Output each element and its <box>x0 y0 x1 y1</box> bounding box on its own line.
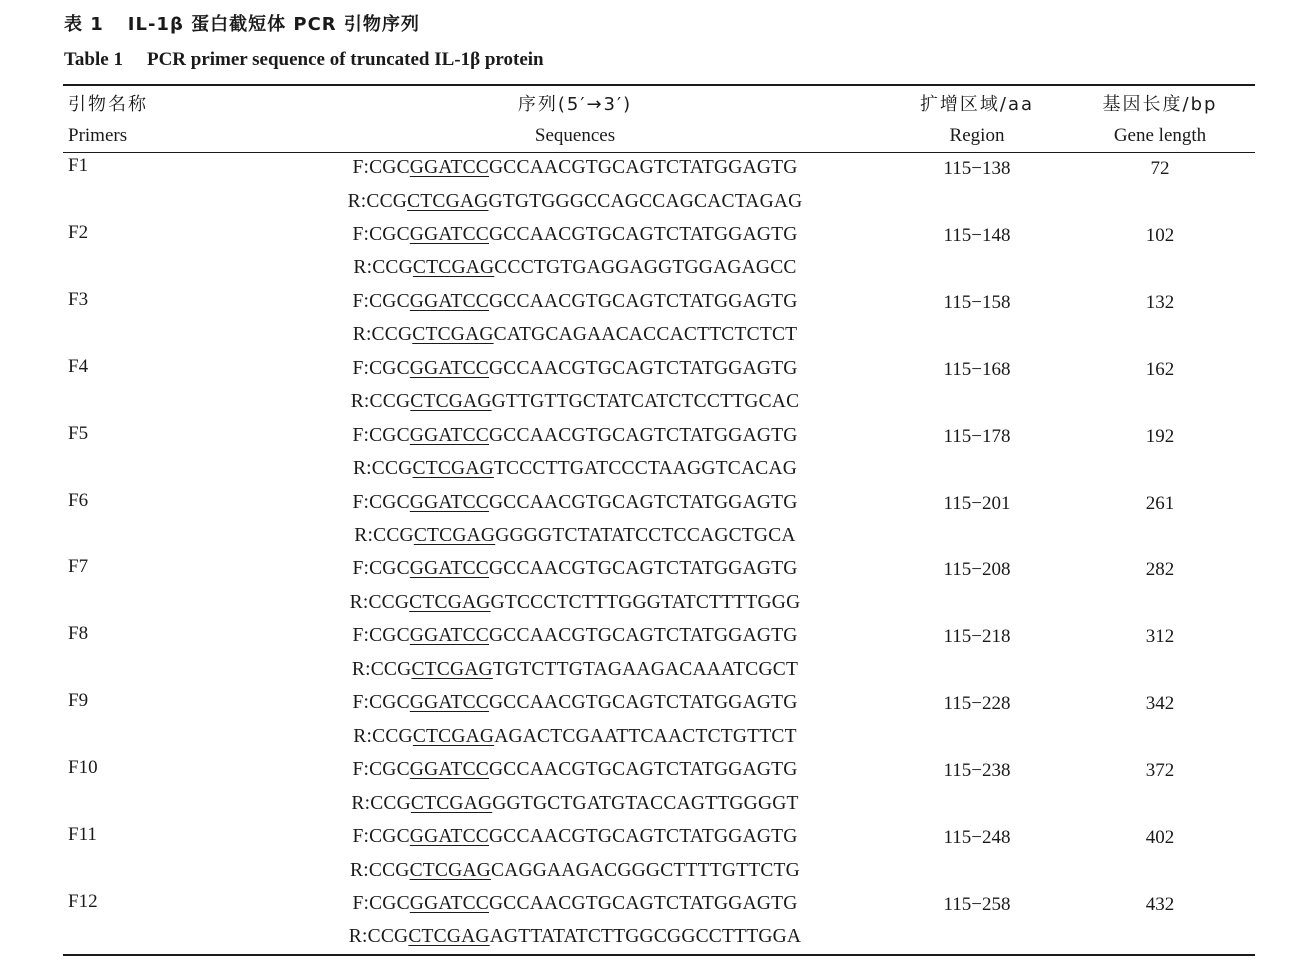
forward-prefix: F:CGC <box>352 157 410 178</box>
primer-name: F3 <box>68 288 89 310</box>
forward-primer-sequence <box>352 759 797 781</box>
forward-prefix: F:CGC <box>352 290 410 312</box>
forward-restriction-site: GGATCC <box>409 157 490 178</box>
forward-restriction-site: GGATCC <box>409 759 490 781</box>
table-caption-chinese: IL-1β 蛋白截短体 PCR 引物序列 <box>127 14 420 35</box>
amplified-region: 115−218 <box>943 626 1011 648</box>
reverse-primer-sequence <box>351 391 800 413</box>
reverse-restriction-site: CTCGAG <box>409 859 491 881</box>
reverse-primer-sequence <box>351 793 798 815</box>
header-length-chinese: 基因长度/bp <box>1102 94 1218 115</box>
reverse-sequence-rest: AGTTATATCTTGGCGGCCTTTGGA <box>489 926 802 948</box>
amplified-region: 115−168 <box>943 358 1011 380</box>
amplified-region: 115−258 <box>943 893 1011 915</box>
table-bottom-rule <box>63 954 1255 956</box>
forward-restriction-site: GGATCC <box>409 491 490 513</box>
header-primers-chinese: 引物名称 <box>68 94 148 115</box>
header-primers-english: Primers <box>68 125 128 146</box>
gene-length: 261 <box>1145 492 1175 514</box>
forward-restriction-site: GGATCC <box>409 692 490 714</box>
amplified-region: 115−178 <box>943 425 1011 447</box>
reverse-primer-sequence <box>353 458 797 480</box>
amplified-region: 115−201 <box>943 492 1011 514</box>
forward-prefix: F:CGC <box>352 692 410 714</box>
gene-length: 312 <box>1145 626 1175 648</box>
reverse-sequence-rest: AGACTCGAATTCAACTCTGTTCT <box>494 725 797 747</box>
amplified-region: 115−248 <box>943 827 1011 848</box>
reverse-sequence-rest: GTCCCTCTTTGGGTATCTTTTGGG <box>490 591 801 613</box>
forward-primer-sequence <box>352 625 797 647</box>
reverse-restriction-site: CTCGAG <box>412 324 494 346</box>
reverse-primer-sequence <box>352 659 798 681</box>
forward-restriction-site: GGATCC <box>409 892 490 914</box>
reverse-prefix: R:CCG <box>348 926 409 948</box>
forward-restriction-site: GGATCC <box>409 826 490 847</box>
forward-sequence-rest: GCCAACGTGCAGTCTATGGAGTG <box>489 491 798 513</box>
forward-sequence-rest: GCCAACGTGCAGTCTATGGAGTG <box>489 157 798 178</box>
forward-primer-sequence <box>352 425 797 447</box>
reverse-sequence-rest: TGTCTTGTAGAAGACAAATCGCT <box>492 658 799 680</box>
forward-primer-sequence <box>352 826 797 848</box>
reverse-restriction-site: CTCGAG <box>408 926 490 948</box>
primer-name: F7 <box>68 556 89 578</box>
primer-name: F10 <box>68 757 98 779</box>
reverse-prefix: R:CCG <box>353 257 413 279</box>
header-region-english: Region <box>949 125 1005 146</box>
table-label-english: Table 1 <box>64 49 123 70</box>
reverse-prefix: R:CCG <box>351 658 412 680</box>
forward-prefix: F:CGC <box>352 424 410 446</box>
reverse-sequence-rest: CATGCAGAACACCACTTCTCTCT <box>493 324 798 346</box>
reverse-primer-sequence <box>349 926 801 948</box>
forward-prefix: F:CGC <box>352 625 410 647</box>
gene-length: 432 <box>1145 893 1175 915</box>
amplified-region: 115−238 <box>943 760 1011 782</box>
forward-primer-sequence <box>352 492 797 514</box>
primer-name: F12 <box>68 890 98 912</box>
forward-prefix: F:CGC <box>352 491 410 513</box>
reverse-prefix: R:CCG <box>350 391 411 413</box>
gene-length: 132 <box>1145 291 1175 313</box>
reverse-prefix: R:CCG <box>347 190 408 212</box>
reverse-primer-sequence <box>354 525 795 547</box>
gene-length: 72 <box>1150 158 1170 179</box>
gene-length: 372 <box>1145 760 1175 782</box>
reverse-sequence-rest: CAGGAAGACGGGCTTTTGTTCTG <box>490 859 800 881</box>
reverse-prefix: R:CCG <box>352 324 413 346</box>
primer-name: F6 <box>68 489 89 511</box>
reverse-restriction-site: CTCGAG <box>407 190 489 212</box>
forward-primer-sequence <box>352 692 797 714</box>
reverse-sequence-rest: CCCTGTGAGGAGGTGGAGAGCC <box>494 257 797 279</box>
forward-primer-sequence <box>352 224 797 246</box>
primer-name: F1 <box>68 155 89 176</box>
forward-sequence-rest: GCCAACGTGCAGTCTATGGAGTG <box>489 558 798 580</box>
primer-name: F4 <box>68 355 89 377</box>
forward-sequence-rest: GCCAACGTGCAGTCTATGGAGTG <box>489 357 798 379</box>
reverse-prefix: R:CCG <box>349 591 410 613</box>
reverse-prefix: R:CCG <box>354 525 414 546</box>
reverse-primer-sequence <box>350 592 801 614</box>
forward-primer-sequence <box>352 157 797 179</box>
gene-length: 342 <box>1145 693 1175 715</box>
forward-restriction-site: GGATCC <box>409 558 490 580</box>
header-length-english: Gene length <box>1113 125 1207 146</box>
amplified-region: 115−138 <box>943 158 1011 179</box>
reverse-restriction-site: CTCGAG <box>409 591 491 613</box>
forward-prefix: F:CGC <box>352 357 410 379</box>
reverse-restriction-site: CTCGAG <box>410 391 492 413</box>
forward-sequence-rest: GCCAACGTGCAGTCTATGGAGTG <box>489 625 798 647</box>
header-region-chinese: 扩增区域/aa <box>919 94 1035 115</box>
gene-length: 162 <box>1145 358 1175 380</box>
gene-length: 102 <box>1145 224 1175 246</box>
forward-sequence-rest: GCCAACGTGCAGTCTATGGAGTG <box>489 892 798 914</box>
gene-length: 402 <box>1145 827 1175 848</box>
forward-primer-sequence <box>352 893 797 915</box>
table-caption-english: PCR primer sequence of truncated IL-1β protein <box>146 49 544 70</box>
primer-name: F2 <box>68 221 89 243</box>
forward-restriction-site: GGATCC <box>409 357 490 379</box>
reverse-restriction-site: CTCGAG <box>411 658 493 680</box>
forward-prefix: F:CGC <box>352 223 410 245</box>
forward-restriction-site: GGATCC <box>409 625 490 647</box>
header-sequences-chinese: 序列(5′→3′) <box>517 94 633 115</box>
gene-length: 192 <box>1145 425 1175 447</box>
header-sequences-english: Sequences <box>534 125 616 146</box>
reverse-prefix: R:CCG <box>350 859 410 881</box>
forward-prefix: F:CGC <box>352 892 410 914</box>
forward-primer-sequence <box>352 558 797 580</box>
forward-restriction-site: GGATCC <box>409 223 490 245</box>
reverse-prefix: R:CCG <box>352 458 413 480</box>
gene-length: 282 <box>1145 559 1175 581</box>
primer-name: F11 <box>68 824 97 845</box>
primer-name: F8 <box>68 623 89 645</box>
reverse-primer-sequence <box>348 191 803 213</box>
reverse-restriction-site: CTCGAG <box>412 725 495 747</box>
forward-primer-sequence <box>352 358 797 380</box>
reverse-restriction-site: CTCGAG <box>412 257 495 279</box>
reverse-prefix: R:CCG <box>351 792 411 814</box>
primer-name: F5 <box>68 422 89 444</box>
forward-sequence-rest: GCCAACGTGCAGTCTATGGAGTG <box>489 424 798 446</box>
amplified-region: 115−148 <box>943 224 1011 246</box>
forward-prefix: F:CGC <box>352 558 410 580</box>
reverse-restriction-site: CTCGAG <box>410 792 493 814</box>
reverse-sequence-rest: GTTGTTGCTATCATCTCCTTGCAC <box>491 391 800 413</box>
forward-primer-sequence <box>352 291 797 313</box>
reverse-sequence-rest: GGTGCTGATGTACCAGTTGGGGT <box>492 792 799 814</box>
forward-restriction-site: GGATCC <box>409 424 490 446</box>
forward-sequence-rest: GCCAACGTGCAGTCTATGGAGTG <box>489 759 798 781</box>
amplified-region: 115−228 <box>943 693 1011 715</box>
reverse-primer-sequence <box>350 860 800 882</box>
reverse-primer-sequence <box>353 257 796 279</box>
reverse-sequence-rest: TCCCTTGATCCCTAAGGTCACAG <box>493 458 798 480</box>
forward-sequence-rest: GCCAACGTGCAGTCTATGGAGTG <box>489 826 798 847</box>
forward-sequence-rest: GCCAACGTGCAGTCTATGGAGTG <box>489 692 798 714</box>
amplified-region: 115−158 <box>943 291 1011 313</box>
forward-sequence-rest: GCCAACGTGCAGTCTATGGAGTG <box>489 223 798 245</box>
reverse-primer-sequence <box>353 324 798 346</box>
table-label-chinese: 表 1 <box>64 14 104 35</box>
reverse-primer-sequence <box>353 726 796 748</box>
reverse-sequence-rest: GTGTGGGCCAGCCAGCACTAGAG <box>488 190 803 212</box>
forward-prefix: F:CGC <box>352 759 410 781</box>
forward-restriction-site: GGATCC <box>409 290 490 312</box>
amplified-region: 115−208 <box>943 559 1011 581</box>
reverse-sequence-rest: GGGGTCTATATCCTCCAGCTGCA <box>495 525 796 546</box>
reverse-prefix: R:CCG <box>353 725 413 747</box>
reverse-restriction-site: CTCGAG <box>412 458 494 480</box>
forward-prefix: F:CGC <box>352 826 410 847</box>
forward-sequence-rest: GCCAACGTGCAGTCTATGGAGTG <box>489 290 798 312</box>
reverse-restriction-site: CTCGAG <box>413 525 496 546</box>
primer-name: F9 <box>68 690 89 712</box>
